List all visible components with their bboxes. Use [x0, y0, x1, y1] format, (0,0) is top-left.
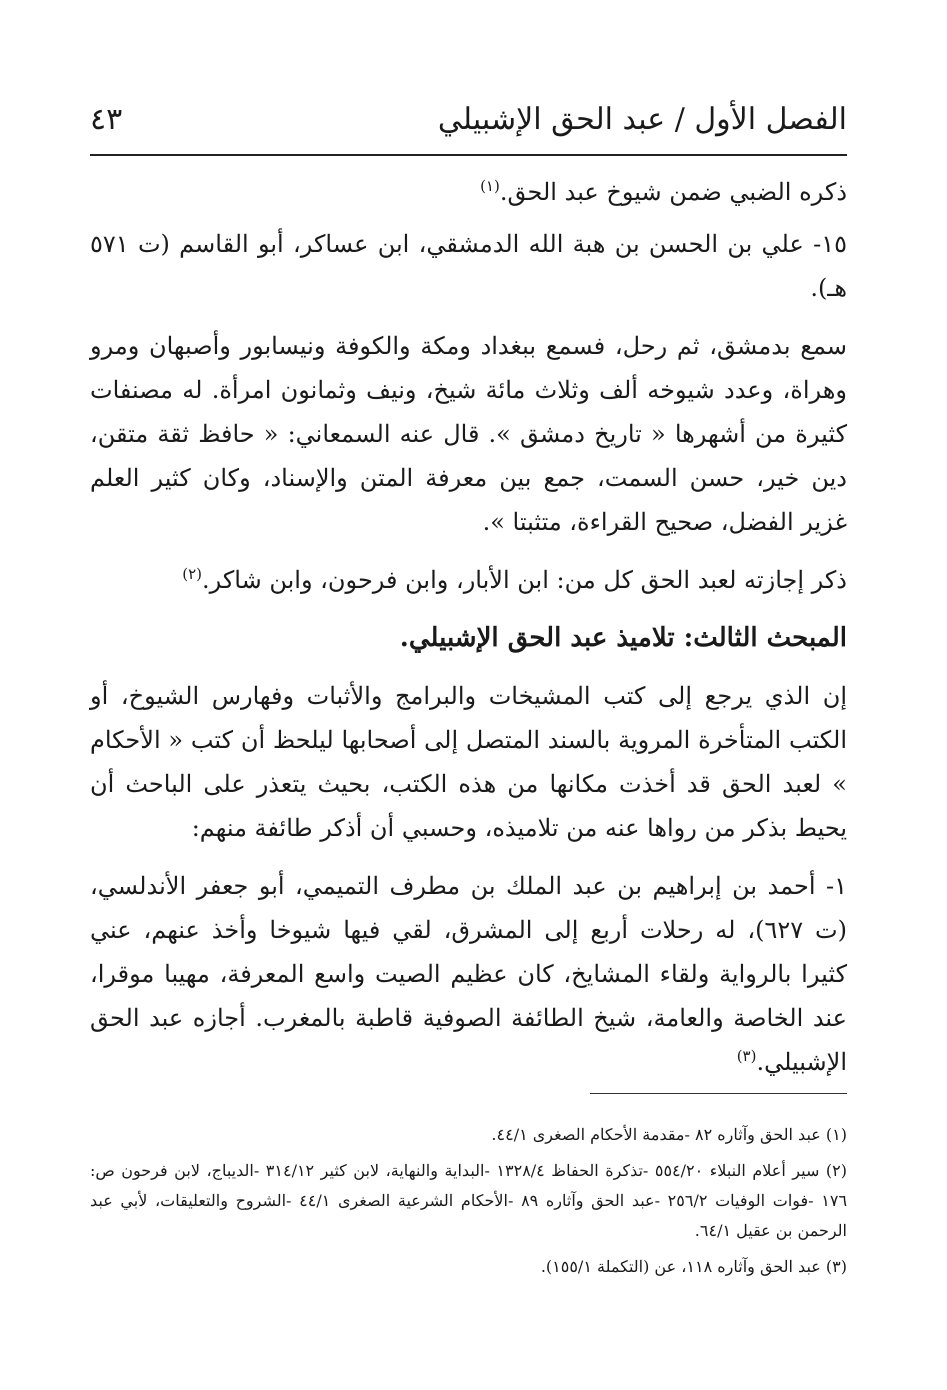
paragraph-text: ١- أحمد بن إبراهيم بن عبد الملك بن مطرف التميمي، أبو جعفر الأندلسي، (ت ٦٢٧)، له رحلات أربع إلى المشرق، لقي فيها شيوخا وأخذ عنهم، عني كثيرا بالرواية ولقاء المشايخ، كان عظيم الصيت واسع المعرفة، مهيبا موقرا، عند الخاصة والعامة، شيخ الطائفة الصوفية قاطبة بالمغرب. أجازه عبد الحق الإشبيلي.	[90, 872, 847, 1076]
footnote-divider	[590, 1093, 847, 1094]
footnote-ref: (٢)	[182, 565, 202, 583]
section-heading: المبحث الثالث: تلاميذ عبد الحق الإشبيلي.	[399, 623, 847, 653]
page-number: ٤٣	[90, 102, 123, 137]
paragraph	[90, 558, 847, 602]
footnotes	[90, 1120, 847, 1288]
main-text	[90, 170, 847, 1098]
paragraph	[90, 170, 847, 214]
paragraph-text: ذكره الضبي ضمن شيوخ عبد الحق.	[499, 178, 847, 206]
footnote: (٣) عبد الحق وآثاره ١١٨، عن (التكملة ١٥٥/١).	[540, 1257, 847, 1276]
page-header	[90, 98, 847, 148]
paragraph: ١٥- علي بن الحسن بن هبة الله الدمشقي، ابن عساكر، أبو القاسم (ت ٥٧١ هـ).	[90, 230, 847, 302]
footnote: (٢) سير أعلام النبلاء ٥٥٤/٢٠ -تذكرة الحفاظ ١٣٢٨/٤ -البداية والنهاية، لابن كثير ٣١٤/١٢ -الديباج، لابن فرحون ص: ١٧٦ -فوات الوفيات ٢٥٦/٢ -عبد الحق وآثاره ٨٩ -الأحكام الشرعية الصغرى ٤٤/١ -الشروح والتعليقات، لأبي عبد الرحمن بن عقيل ٦٤/١.	[90, 1161, 848, 1240]
paragraph: إن الذي يرجع إلى كتب المشيخات والبرامج والأثبات وفهارس الشيوخ، أو الكتب المتأخرة المروية بالسند المتصل إلى أصحابها ليلحظ أن كتب « الأحكام » لعبد الحق قد أخذت مكانها من هذه الكتب، بحيث يتعذر على الباحث أن يحيط بذكر من رواها عنه من تلاميذه، وحسبي أن أذكر طائفة منهم:	[90, 682, 847, 842]
header-divider	[90, 154, 847, 156]
paragraph-text: ذكر إجازته لعبد الحق كل من: ابن الأبار، وابن فرحون، وابن شاكر.	[201, 566, 847, 594]
footnote-ref: (١)	[480, 177, 500, 195]
paragraph	[90, 864, 847, 1084]
footnote-ref: (٣)	[736, 1047, 757, 1065]
footnote: (١) عبد الحق وآثاره ٨٢ -مقدمة الأحكام الصغرى ٤٤/١.	[491, 1125, 847, 1144]
paragraph: سمع بدمشق، ثم رحل، فسمع ببغداد ومكة والكوفة ونيسابور وأصبهان ومرو وهراة، وعدد شيوخه ألف وثلاث مائة شيخ، ونيف وثمانون امرأة. له مصنفات كثيرة من أشهرها « تاريخ دمشق ». قال عنه السمعاني: « حافظ ثقة متقن، دين خير، حسن السمت، جمع بين معرفة المتن والإسناد، وكان كثير العلم غزير الفضل، صحيح القراءة، متثبتا ».	[90, 332, 847, 536]
running-title: الفصل الأول / عبد الحق الإشبيلي	[437, 102, 847, 137]
